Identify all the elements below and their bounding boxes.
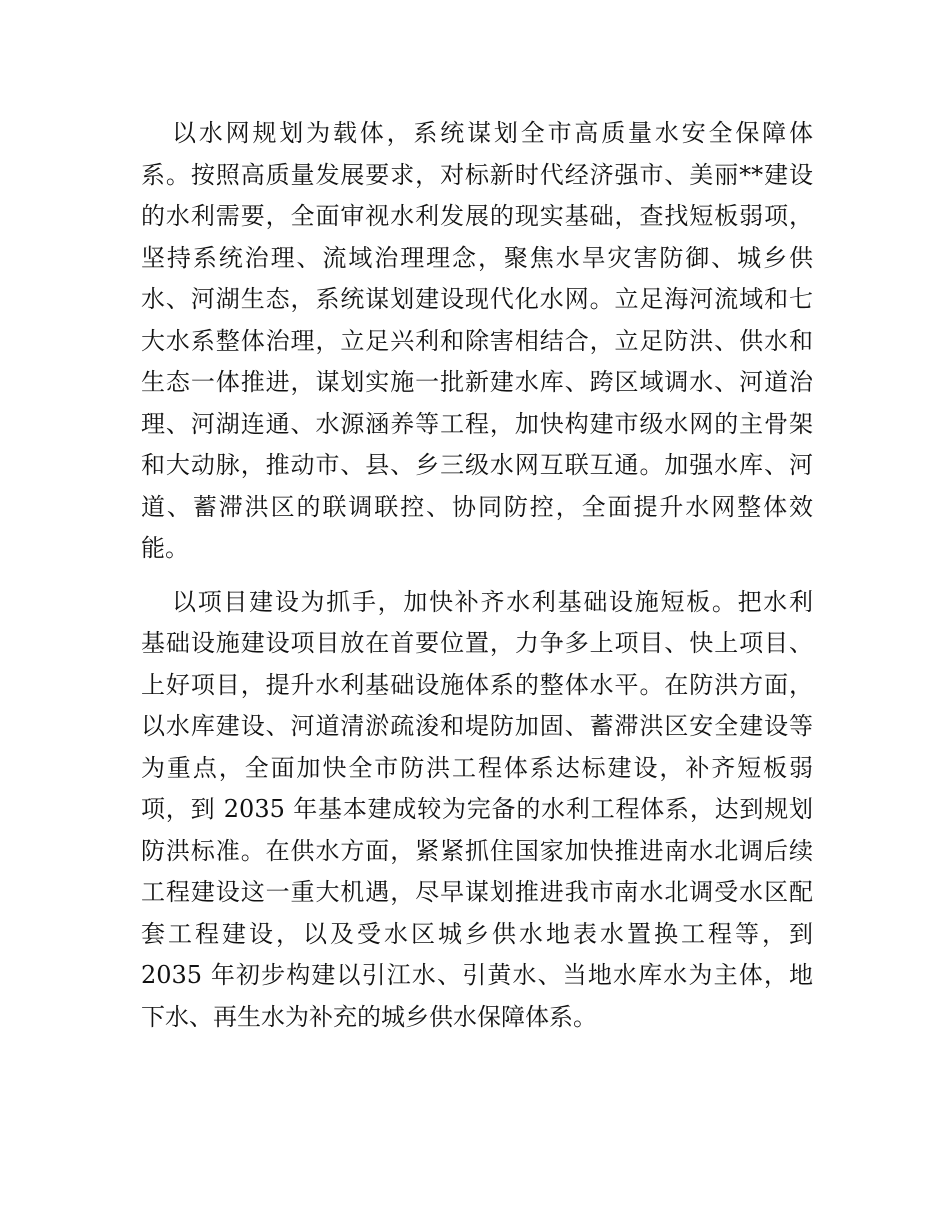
text-line: 以项目建设为抓手，加快补齐水利基础设施短板。把水利 (172, 587, 813, 616)
text-line: 上好项目，提升水利基础设施体系的整体水平。在防洪方面， (141, 670, 813, 699)
text-line: 坚持系统治理、流域治理理念，聚焦水旱灾害防御、城乡供 (141, 243, 813, 272)
paragraph-water-network (141, 113, 813, 570)
text-line: 工程建设这一重大机遇，尽早谋划推进我市南水北调受水区配 (141, 878, 813, 906)
text-line: 和大动脉，推动市、县、乡三级水网互联互通。加强水库、河 (141, 451, 813, 479)
text-line: 水、河湖生态，系统谋划建设现代化水网。立足海河流域和七 (141, 285, 813, 313)
text-line: 项，到 2035 年基本建成较为完备的水利工程体系，达到规划 (141, 795, 813, 823)
text-line: 大水系整体治理，立足兴利和除害相结合，立足防洪、供水和 (141, 326, 813, 355)
text-line: 为重点，全面加快全市防洪工程体系达标建设，补齐短板弱 (141, 753, 813, 782)
text-line: 道、蓄滞洪区的联调联控、协同防控，全面提升水网整体效 (141, 492, 813, 521)
text-line: 防洪标准。在供水方面，紧紧抓住国家加快推进南水北调后续 (141, 836, 813, 865)
text-line: 理、河湖连通、水源涵养等工程，加快构建市级水网的主骨架 (141, 409, 813, 438)
text-line: 生态一体推进，谋划实施一批新建水库、跨区域调水、河道治 (141, 368, 813, 396)
paragraph-project-construction (141, 582, 813, 1039)
text-line: 基础设施建设项目放在首要位置，力争多上项目、快上项目、 (141, 629, 813, 657)
text-line: 系。按照高质量发展要求，对标新时代经济强市、美丽**建设 (141, 160, 813, 189)
text-line: 套工程建设，以及受水区城乡供水地表水置换工程等，到 (141, 919, 813, 948)
text-line: 以水库建设、河道清淤疏浚和堤防加固、蓄滞洪区安全建设等 (141, 712, 813, 740)
text-line: 2035 年初步构建以引江水、引黄水、当地水库水为主体，地 (141, 961, 813, 989)
document-body (141, 113, 813, 1050)
text-line: 以水网规划为载体，系统谋划全市高质量水安全保障体 (172, 119, 813, 147)
text-line: 下水、再生水为补充的城乡供水保障体系。 (141, 1002, 597, 1031)
text-line: 能。 (141, 534, 189, 562)
text-line: 的水利需要，全面审视水利发展的现实基础，查找短板弱项， (141, 202, 813, 230)
